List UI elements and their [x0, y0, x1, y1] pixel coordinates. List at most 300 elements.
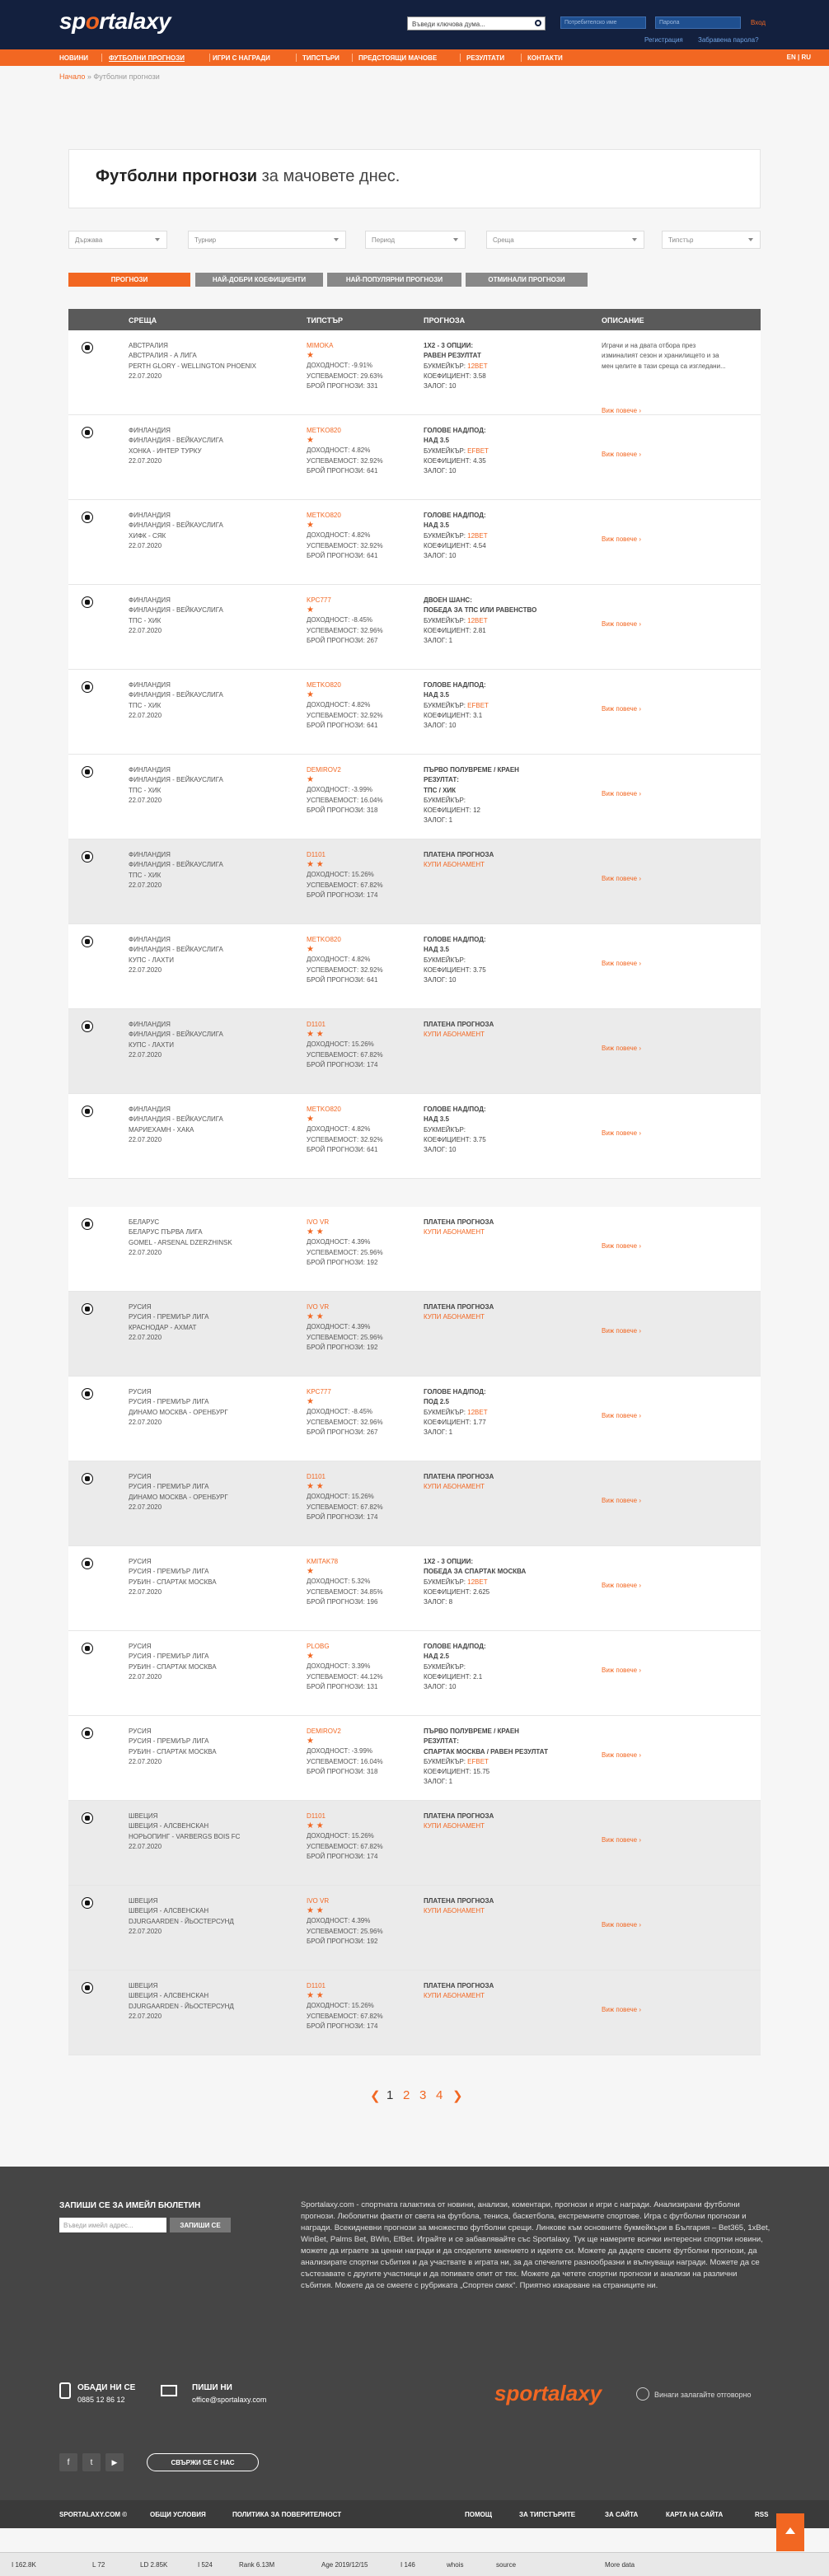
page-2[interactable]: 2	[403, 2088, 410, 2102]
tipster-filter[interactable]: Типстър	[662, 231, 761, 249]
nav-news[interactable]: НОВИНИ	[59, 54, 89, 62]
tipster-success: УСПЕВАЕМОСТ: 32.92%	[307, 541, 383, 549]
bookmaker-label: БУКМЕЙКЪР:	[424, 616, 468, 624]
see-more-link[interactable]: Виж повече ›	[602, 2006, 642, 2013]
match-date: 22.07.2020	[129, 2012, 162, 2020]
match-teams[interactable]: КРАСНОДАР - АХМАТ	[129, 1323, 197, 1331]
match-cell	[129, 680, 285, 721]
prediction-cell	[424, 1557, 555, 1607]
password-field[interactable]: Парола	[655, 16, 741, 29]
tipster-count: БРОЙ ПРОГНОЗИ: 174	[307, 1852, 378, 1860]
copyright: SPORTALAXY.COM ©	[59, 2511, 128, 2518]
email-link[interactable]: office@sportalaxy.com	[192, 2396, 267, 2404]
prediction-cell	[424, 765, 555, 826]
prediction-stake: ЗАЛОГ: 1	[424, 816, 453, 825]
tipster-success: УСПЕВАЕМОСТ: 25.96%	[307, 1333, 383, 1341]
table-row[interactable]	[68, 1801, 761, 1886]
bookmaker-label: БУКМЕЙКЪР:	[424, 1408, 468, 1416]
see-more-link[interactable]: Виж повече ›	[602, 620, 642, 628]
tipster-name[interactable]: METKO820	[307, 936, 341, 943]
match-cell	[129, 1387, 285, 1428]
match-league[interactable]: ФИНЛАНДИЯ - ВЕЙКАУСЛИГА	[129, 521, 223, 530]
tab-best-odds[interactable]: НАЙ-ДОБРИ КОЕФИЦИЕНТИ	[195, 273, 323, 287]
table-row[interactable]	[68, 1292, 761, 1377]
match-teams[interactable]: ТПС - ХИК	[129, 616, 162, 624]
buy-subscription-link[interactable]: КУПИ АБОНАМЕНТ	[424, 1822, 485, 1830]
tipster-rating: ★	[307, 945, 314, 955]
bookmaker-name[interactable]: EFBET	[467, 446, 489, 455]
logo-text-o: o	[85, 8, 100, 34]
see-more-link[interactable]: Виж повече ›	[602, 1582, 642, 1589]
tipster-success: УСПЕВАЕМОСТ: 32.92%	[307, 1135, 383, 1143]
username-field[interactable]: Потребителско име	[560, 16, 646, 29]
see-more-link[interactable]: Виж повече ›	[602, 705, 642, 713]
tipster-name[interactable]: METKO820	[307, 427, 341, 434]
see-more-link[interactable]: Виж повече ›	[602, 1129, 642, 1137]
see-more-label: Виж повече	[602, 1582, 638, 1589]
match-country: ФИНЛАНДИЯ	[129, 596, 171, 604]
prediction-type: ГОЛОВЕ НАД/ПОД:	[424, 427, 486, 434]
bookmaker-label: БУКМЕЙКЪР:	[424, 446, 468, 455]
tipster-cell	[307, 1642, 414, 1692]
match-teams[interactable]: РУБИН - СПАРТАК МОСКВА	[129, 1662, 217, 1671]
see-more-link[interactable]: Виж повече ›	[602, 1751, 642, 1759]
prediction-cell	[424, 511, 555, 561]
match-cell	[129, 1105, 285, 1145]
language-switch[interactable]: EN | RU	[786, 54, 811, 61]
see-more-label: Виж повече	[602, 2006, 638, 2013]
newsletter-email-input[interactable]: Въведи имейл адрес...	[59, 2218, 166, 2232]
table-row[interactable]	[68, 1886, 761, 1971]
match-date: 22.07.2020	[129, 1503, 162, 1511]
bookmaker-name[interactable]: 12BET	[467, 616, 488, 624]
tab-popular[interactable]: НАЙ-ПОПУЛЯРНИ ПРОГНОЗИ	[327, 273, 461, 287]
tipster-success: УСПЕВАЕМОСТ: 67.82%	[307, 881, 383, 889]
tipster-count: БРОЙ ПРОГНОЗИ: 267	[307, 1428, 378, 1436]
match-teams[interactable]: МАРИЕХАМН - ХАКА	[129, 1125, 194, 1134]
see-more-link[interactable]: Виж повече ›	[602, 1667, 642, 1674]
nav-separator	[460, 54, 461, 62]
tipster-rating: ★	[307, 351, 314, 361]
table-row[interactable]	[68, 415, 761, 500]
match-league[interactable]: РУСИЯ - ПРЕМИЪР ЛИГА	[129, 1653, 209, 1661]
tipster-name[interactable]: METKO820	[307, 512, 341, 519]
buy-subscription-link[interactable]: КУПИ АБОНАМЕНТ	[424, 1992, 485, 2000]
buy-subscription-link[interactable]: КУПИ АБОНАМЕНТ	[424, 1228, 485, 1237]
see-more-label: Виж повече	[602, 1667, 638, 1674]
match-league[interactable]: ФИНЛАНДИЯ - ВЕЙКАУСЛИГА	[129, 946, 223, 954]
top-header	[0, 0, 829, 49]
match-date: 22.07.2020	[129, 1418, 162, 1426]
table-row[interactable]	[68, 330, 761, 415]
page-title-box	[68, 149, 761, 208]
bookmaker-name[interactable]: 12BET	[467, 1578, 488, 1586]
tipster-rating: ★ ★	[307, 1227, 324, 1237]
contact-us-button[interactable]: СВЪРЖИ СЕ С НАС	[147, 2453, 259, 2471]
col-description: ОПИСАНИЕ	[602, 316, 644, 325]
match-country: ФИНЛАНДИЯ	[129, 681, 171, 689]
tipster-cell	[307, 341, 414, 391]
football-icon	[82, 342, 93, 353]
table-row[interactable]	[68, 924, 761, 1009]
see-more-link[interactable]: Виж повече ›	[602, 1412, 642, 1419]
tipster-name[interactable]: KPC777	[307, 1388, 331, 1396]
status-item[interactable]: LD 2.85K	[140, 2561, 168, 2569]
football-icon	[82, 851, 93, 863]
tipster-cell	[307, 1727, 414, 1777]
bookmaker-name[interactable]: EFBET	[467, 701, 489, 709]
scroll-to-top-button[interactable]	[776, 2513, 804, 2551]
prediction-pick: НАД 3.5	[424, 521, 449, 530]
country-filter[interactable]: Държава	[68, 231, 167, 249]
football-icon	[82, 1812, 93, 1824]
period-filter[interactable]: Период	[365, 231, 466, 249]
prediction-cell	[424, 1642, 555, 1692]
status-item[interactable]: whois	[447, 2561, 464, 2569]
prev-page-icon[interactable]: ❮	[370, 2089, 381, 2103]
tournament-filter[interactable]: Турнир	[188, 231, 346, 249]
nav-results[interactable]: РЕЗУЛТАТИ	[466, 54, 505, 62]
nav-contacts[interactable]: КОНТАКТИ	[527, 54, 563, 62]
bookmaker	[424, 531, 555, 541]
table-header	[68, 309, 761, 330]
match-league[interactable]: ШВЕЦИЯ - АЛСВЕНСКАН	[129, 1992, 209, 2000]
bookmaker	[424, 446, 555, 456]
match-league[interactable]: ФИНЛАНДИЯ - ВЕЙКАУСЛИГА	[129, 776, 223, 784]
table-row[interactable]	[68, 585, 761, 670]
tipster-name[interactable]: D1101	[307, 851, 326, 858]
match-date: 22.07.2020	[129, 626, 162, 634]
prediction-cell	[424, 680, 555, 731]
table-row[interactable]	[68, 1461, 761, 1546]
football-icon	[82, 1558, 93, 1569]
see-more-link[interactable]: Виж повече ›	[602, 535, 642, 543]
tipster-yield: ДОХОДНОСТ: -8.45%	[307, 1408, 373, 1416]
match-league[interactable]: ФИНЛАНДИЯ - ВЕЙКАУСЛИГА	[129, 691, 223, 699]
prediction-cell	[424, 426, 555, 476]
match-teams[interactable]: PERTH GLORY - WELLINGTON PHOENIX	[129, 362, 256, 370]
prediction-cell	[424, 341, 555, 391]
see-more-link[interactable]: Виж повече ›	[602, 1045, 642, 1052]
call-label: ОБАДИ НИ СЕ	[77, 2383, 136, 2392]
match-league[interactable]: ШВЕЦИЯ - АЛСВЕНСКАН	[129, 1822, 209, 1830]
tipster-cell	[307, 426, 414, 476]
match-date: 22.07.2020	[129, 965, 162, 974]
tipster-name[interactable]: KPC777	[307, 596, 331, 604]
match-teams[interactable]: ТПС - ХИК	[129, 786, 162, 794]
phone-number[interactable]: 0885 12 86 12	[77, 2396, 125, 2404]
see-more-label: Виж повече	[602, 535, 638, 543]
table-row[interactable]	[68, 670, 761, 755]
tipster-cell	[307, 850, 414, 900]
tipster-name[interactable]: D1101	[307, 1473, 326, 1480]
match-teams[interactable]: РУБИН - СПАРТАК МОСКВА	[129, 1578, 217, 1586]
bookmaker	[424, 1408, 555, 1418]
tipster-name[interactable]: DEMIROV2	[307, 766, 341, 774]
see-more-link[interactable]: Виж повече ›	[602, 1921, 642, 1928]
footer-logo[interactable]	[494, 2381, 602, 2406]
bookmaker-name[interactable]: 12BET	[467, 1408, 488, 1416]
tipster-count: БРОЙ ПРОГНОЗИ: 196	[307, 1597, 378, 1606]
match-date: 22.07.2020	[129, 456, 162, 465]
tipster-name[interactable]: D1101	[307, 1812, 326, 1820]
logo-text-a: sp	[59, 8, 86, 34]
tipster-rating: ★ ★	[307, 1991, 324, 2001]
see-more-link[interactable]: Виж повече ›	[602, 790, 642, 797]
page-3[interactable]: 3	[419, 2088, 427, 2102]
match-teams[interactable]: GOMEL - ARSENAL DZERZHINSK	[129, 1238, 232, 1246]
buy-subscription-link[interactable]: КУПИ АБОНАМЕНТ	[424, 1313, 485, 1321]
match-league[interactable]: БЕЛАРУС ПЪРВА ЛИГА	[129, 1228, 203, 1237]
tipster-cell	[307, 1020, 414, 1070]
match-filter[interactable]: Среща	[486, 231, 644, 249]
help-link[interactable]: ПОМОЩ	[465, 2511, 493, 2518]
nav-upcoming[interactable]: ПРЕДСТОЯЩИ МАЧОВЕ	[358, 54, 438, 62]
status-item[interactable]: Age 2019/12/15	[321, 2561, 368, 2569]
see-more-link[interactable]: Виж повече ›	[602, 1497, 642, 1504]
newsletter-title: ЗАПИШИ СЕ ЗА ИМЕЙЛ БЮЛЕТИН	[59, 2201, 201, 2210]
tipster-count: БРОЙ ПРОГНОЗИ: 192	[307, 1343, 378, 1351]
match-league[interactable]: ФИНЛАНДИЯ - ВЕЙКАУСЛИГА	[129, 1115, 223, 1124]
tipster-yield: ДОХОДНОСТ: 4.82%	[307, 956, 371, 964]
see-more-link[interactable]: Виж повече ›	[602, 875, 642, 882]
football-icon	[82, 1727, 93, 1739]
bookmaker-name[interactable]: 12BET	[467, 362, 488, 370]
subscribe-button[interactable]: ЗАПИШИ СЕ	[170, 2218, 231, 2232]
table-row[interactable]	[68, 1207, 761, 1292]
tab-predictions[interactable]: ПРОГНОЗИ	[68, 273, 190, 287]
write-label: ПИШИ НИ	[192, 2383, 232, 2392]
see-more-label: Виж повече	[602, 1497, 638, 1504]
see-more-link[interactable]: Виж повече ›	[602, 1836, 642, 1844]
see-more-link[interactable]: Виж повече ›	[602, 1242, 642, 1250]
privacy-link[interactable]: ПОЛИТИКА ЗА ПОВЕРИТЕЛНОСТ	[232, 2511, 342, 2518]
youtube-icon[interactable]: ▶	[105, 2453, 124, 2471]
search-icon[interactable]	[535, 20, 541, 26]
match-league[interactable]: РУСИЯ - ПРЕМИЪР ЛИГА	[129, 1398, 209, 1406]
match-league[interactable]: ФИНЛАНДИЯ - ВЕЙКАУСЛИГА	[129, 437, 223, 445]
col-tipster: ТИПСТЪР	[307, 316, 344, 325]
tipster-name[interactable]: MIMOKA	[307, 342, 334, 349]
table-row[interactable]	[68, 1094, 761, 1179]
match-teams[interactable]: ХИФК - СЯК	[129, 531, 166, 540]
tipster-name[interactable]: METKO820	[307, 1106, 341, 1113]
table-row[interactable]	[68, 1377, 761, 1461]
tipster-rating: ★	[307, 1652, 314, 1662]
match-teams[interactable]: НОРЬОПИНГ - VARBERGS BOIS FC	[129, 1832, 241, 1840]
tipster-success: УСПЕВАЕМОСТ: 67.82%	[307, 1503, 383, 1511]
status-item[interactable]: source	[496, 2561, 517, 2569]
tipster-name[interactable]: IVO VR	[307, 1303, 330, 1311]
twitter-icon[interactable]: t	[82, 2453, 101, 2471]
match-league[interactable]: РУСИЯ - ПРЕМИЪР ЛИГА	[129, 1568, 209, 1576]
match-date: 22.07.2020	[129, 1672, 162, 1681]
search-input[interactable]	[407, 16, 546, 30]
table-row[interactable]	[68, 839, 761, 924]
tipster-rating: ★	[307, 1567, 314, 1577]
rss-link[interactable]: RSS	[755, 2511, 769, 2518]
prediction-pick: НАД 3.5	[424, 437, 449, 445]
match-teams[interactable]: ТПС - ХИК	[129, 701, 162, 709]
status-item[interactable]: I 162.8K	[12, 2561, 36, 2569]
nav-prize-games[interactable]: ИГРИ С НАГРАДИ	[213, 54, 270, 62]
match-cell	[129, 511, 285, 551]
match-cell	[129, 1727, 285, 1767]
tab-past[interactable]: ОТМИНАЛИ ПРОГНОЗИ	[466, 273, 588, 287]
table-row[interactable]	[68, 755, 761, 839]
table-row[interactable]	[68, 1009, 761, 1094]
prediction-pick: ТПС / ХИК	[424, 786, 457, 794]
prediction-pick: ПОБЕДА ЗА СПАРТАК МОСКВА	[424, 1568, 527, 1576]
tipster-name[interactable]: DEMIROV2	[307, 1727, 341, 1735]
status-item[interactable]: L 72	[92, 2561, 105, 2569]
tipster-name[interactable]: D1101	[307, 1021, 326, 1028]
match-league[interactable]: РУСИЯ - ПРЕМИЪР ЛИГА	[129, 1313, 209, 1321]
match-cell	[129, 1896, 285, 1937]
match-teams[interactable]: ТПС - ХИК	[129, 871, 162, 879]
page-4[interactable]: 4	[436, 2088, 443, 2102]
tipster-cell	[307, 596, 414, 646]
tipster-count: БРОЙ ПРОГНОЗИ: 192	[307, 1258, 378, 1266]
match-teams[interactable]: КУПС - ЛАХТИ	[129, 956, 175, 964]
buy-subscription-link[interactable]: КУПИ АБОНАМЕНТ	[424, 1483, 485, 1491]
tipster-success: УСПЕВАЕМОСТ: 32.92%	[307, 965, 383, 974]
register-link[interactable]: Регистрация	[644, 36, 683, 44]
tipster-rating: ★	[307, 521, 314, 531]
match-teams[interactable]: РУБИН - СПАРТАК МОСКВА	[129, 1747, 217, 1756]
match-teams[interactable]: КУПС - ЛАХТИ	[129, 1040, 175, 1049]
tipster-success: УСПЕВАЕМОСТ: 16.04%	[307, 796, 383, 804]
prediction-pick: НАД 3.5	[424, 1115, 449, 1124]
match-cell	[129, 1642, 285, 1682]
match-country: ФИНЛАНДИЯ	[129, 1021, 171, 1028]
login-button[interactable]: Вход	[751, 19, 766, 26]
sitemap-link[interactable]: КАРТА НА САЙТА	[666, 2511, 724, 2518]
table-row[interactable]	[68, 1716, 761, 1801]
next-page-icon[interactable]: ❯	[452, 2089, 463, 2103]
nav-separator	[296, 54, 297, 62]
col-match: СРЕЩА	[129, 316, 157, 325]
tipster-name[interactable]: PLOBG	[307, 1643, 330, 1650]
match-league[interactable]: РУСИЯ - ПРЕМИЪР ЛИГА	[129, 1483, 209, 1491]
buy-subscription-link[interactable]: КУПИ АБОНАМЕНТ	[424, 1907, 485, 1915]
breadcrumb	[59, 72, 160, 81]
page-title-bold: Футболни прогнози	[96, 167, 258, 185]
tipsters-info-link[interactable]: ЗА ТИПСТЪРИТЕ	[519, 2511, 576, 2518]
prediction-cell	[424, 1105, 555, 1155]
football-icon	[82, 936, 93, 947]
forgot-password-link[interactable]: Забравена парола?	[698, 36, 759, 44]
match-country: РУСИЯ	[129, 1727, 152, 1735]
tipster-name[interactable]: METKO820	[307, 681, 341, 689]
tipster-yield: ДОХОДНОСТ: 4.82%	[307, 531, 371, 540]
tipster-rating: ★ ★	[307, 1030, 324, 1040]
prediction-type: ГОЛОВЕ НАД/ПОД:	[424, 1106, 486, 1113]
match-league[interactable]: ШВЕЦИЯ - АЛСВЕНСКАН	[129, 1907, 209, 1915]
bookmaker-label: БУКМЕЙКЪР:	[424, 796, 466, 804]
tipster-success: УСПЕВАЕМОСТ: 29.63%	[307, 372, 383, 380]
match-teams[interactable]: ХОНКА - ИНТЕР ТУРКУ	[129, 446, 202, 455]
tipster-yield: ДОХОДНОСТ: 4.39%	[307, 1323, 371, 1331]
see-more-link[interactable]: Виж повече ›	[602, 451, 642, 458]
prediction-type: ДВОЕН ШАНС:	[424, 596, 472, 604]
table-row[interactable]	[68, 1631, 761, 1716]
status-item[interactable]: More data	[605, 2561, 635, 2569]
match-league[interactable]: АВСТРАЛИЯ - А ЛИГА	[129, 352, 197, 360]
nav-football-predictions[interactable]: ФУТБОЛНИ ПРОГНОЗИ	[109, 54, 185, 62]
tipster-success: УСПЕВАЕМОСТ: 32.92%	[307, 456, 383, 465]
prediction-pick: РАВЕН РЕЗУЛТАТ	[424, 352, 481, 360]
match-country: РУСИЯ	[129, 1303, 152, 1311]
prediction-cell	[424, 850, 555, 871]
responsible-gambling: Винаги залагайте отговорно	[654, 2391, 752, 2399]
match-cell	[129, 765, 285, 806]
tipster-name[interactable]: D1101	[307, 1982, 326, 1989]
tipster-success: УСПЕВАЕМОСТ: 32.92%	[307, 711, 383, 719]
see-more-link[interactable]: Виж повече ›	[602, 1327, 642, 1335]
bookmaker-label: БУКМЕЙКЪР:	[424, 531, 468, 540]
match-date: 22.07.2020	[129, 711, 162, 719]
status-item[interactable]: Rank 6.13M	[239, 2561, 275, 2569]
prediction-stake: ЗАЛОГ: 1	[424, 637, 453, 645]
about-site-link[interactable]: ЗА САЙТА	[605, 2511, 639, 2518]
see-more-label: Виж повече	[602, 1129, 638, 1137]
tipster-name[interactable]: IVO VR	[307, 1218, 330, 1226]
match-teams[interactable]: ДИНАМО МОСКВА - ОРЕНБУРГ	[129, 1408, 228, 1416]
breadcrumb-home[interactable]: Начало	[59, 72, 86, 81]
table-row[interactable]	[68, 500, 761, 585]
tipster-cell	[307, 1472, 414, 1522]
buy-subscription-link[interactable]: КУПИ АБОНАМЕНТ	[424, 861, 485, 869]
match-league[interactable]: ФИНЛАНДИЯ - ВЕЙКАУСЛИГА	[129, 861, 223, 869]
tipster-success: УСПЕВАЕМОСТ: 25.96%	[307, 1248, 383, 1256]
match-cell	[129, 1472, 285, 1512]
prediction-type: ПЛАТЕНА ПРОГНОЗА	[424, 1982, 494, 1989]
site-logo[interactable]	[59, 8, 171, 35]
see-more-label: Виж повече	[602, 1242, 638, 1250]
see-more-label: Виж повече	[602, 875, 638, 882]
status-item[interactable]: I 524	[198, 2561, 213, 2569]
page-1[interactable]: 1	[386, 2088, 394, 2102]
match-teams[interactable]: ДИНАМО МОСКВА - ОРЕНБУРГ	[129, 1493, 228, 1501]
bookmaker-name[interactable]: EFBET	[467, 1757, 489, 1765]
see-more-link[interactable]: Виж повече ›	[602, 960, 642, 967]
match-league[interactable]: ФИНЛАНДИЯ - ВЕЙКАУСЛИГА	[129, 606, 223, 615]
nav-tipsters[interactable]: ТИПСТЪРИ	[302, 54, 340, 62]
match-league[interactable]: РУСИЯ - ПРЕМИЪР ЛИГА	[129, 1737, 209, 1746]
match-country: АВСТРАЛИЯ	[129, 342, 168, 349]
tipster-name[interactable]: KMITAK78	[307, 1558, 339, 1565]
bookmaker-name[interactable]: 12BET	[467, 531, 488, 540]
tipster-success: УСПЕВАЕМОСТ: 32.96%	[307, 626, 383, 634]
prediction-cell	[424, 1218, 555, 1238]
table-row[interactable]	[68, 1546, 761, 1631]
buy-subscription-link[interactable]: КУПИ АБОНАМЕНТ	[424, 1031, 485, 1039]
football-icon	[82, 427, 93, 438]
facebook-icon[interactable]: f	[59, 2453, 77, 2471]
football-icon	[82, 1473, 93, 1484]
match-league[interactable]: ФИНЛАНДИЯ - ВЕЙКАУСЛИГА	[129, 1031, 223, 1039]
tipster-name[interactable]: IVO VR	[307, 1897, 330, 1905]
terms-link[interactable]: ОБЩИ УСЛОВИЯ	[150, 2511, 206, 2518]
match-teams[interactable]: DJURGAARDEN - ЙЬОСТЕРСУНД	[129, 1917, 234, 1925]
see-more-link[interactable]: Виж повече ›	[602, 407, 642, 414]
match-teams[interactable]: DJURGAARDEN - ЙЬОСТЕРСУНД	[129, 2002, 234, 2010]
table-row[interactable]	[68, 1971, 761, 2055]
tipster-cell	[307, 1557, 414, 1607]
match-country: РУСИЯ	[129, 1558, 152, 1565]
status-item[interactable]: I 146	[400, 2561, 415, 2569]
